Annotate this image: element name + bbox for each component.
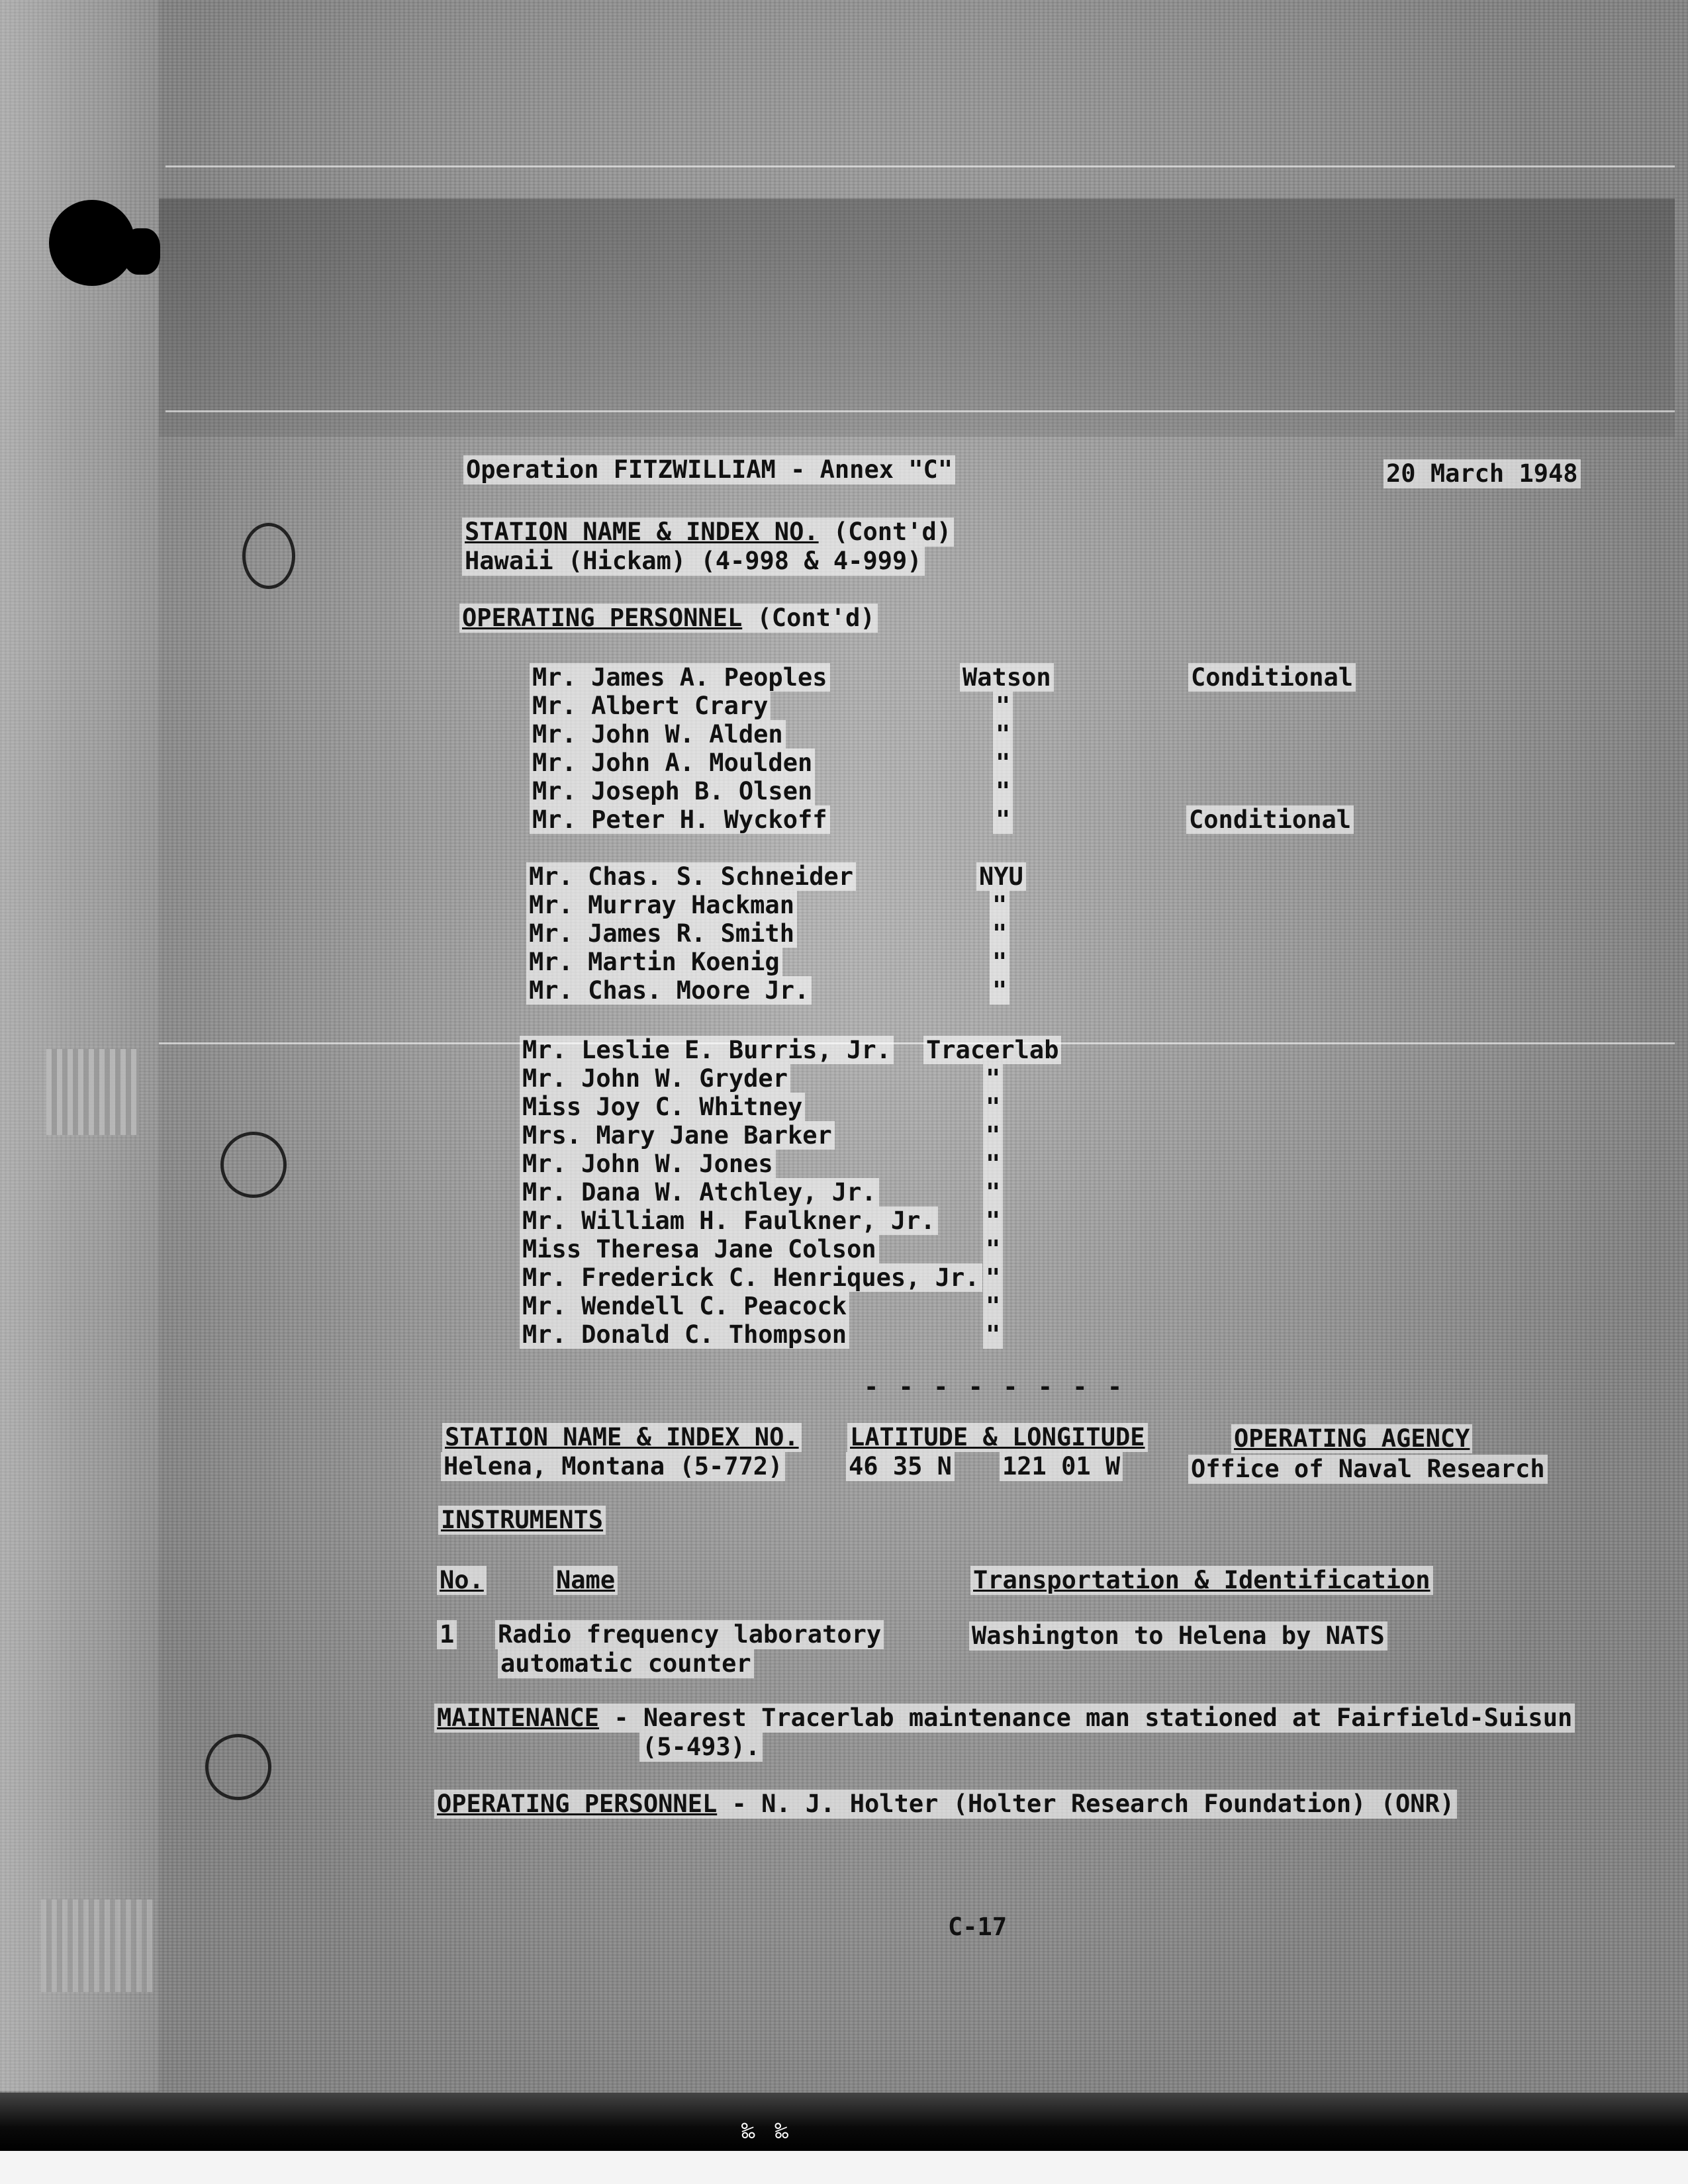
person-affiliation: " (993, 720, 1013, 749)
person-affiliation: " (983, 1292, 1003, 1320)
person-name: Mrs. Mary Jane Barker (520, 1121, 835, 1150)
person-affiliation: " (990, 891, 1009, 919)
ring-mark (220, 1132, 287, 1198)
scanner-bottom-margin (0, 2151, 1688, 2184)
person-name: Mr. James R. Smith (526, 919, 797, 948)
person-affiliation: " (983, 1235, 1003, 1263)
person-affiliation: " (983, 1093, 1003, 1121)
person-status: Conditional (1188, 663, 1356, 692)
agency-column-heading: OPERATING AGENCY (1231, 1424, 1472, 1453)
person-affiliation: " (993, 805, 1013, 834)
station-name: Hawaii (Hickam) (4-998 & 4-999) (462, 547, 925, 576)
person-affiliation: " (983, 1064, 1003, 1093)
personnel-heading-suffix: (Cont'd) (757, 604, 875, 632)
latlon-column-heading: LATITUDE & LONGITUDE (847, 1423, 1148, 1452)
operating-personnel-line (434, 1790, 1457, 1819)
person-name: Mr. Joseph B. Olsen (530, 777, 815, 805)
maintenance-text-continued: (5-493). (639, 1733, 763, 1762)
instruments-heading: INSTRUMENTS (438, 1506, 606, 1535)
page-number: C-17 (948, 1913, 1008, 1941)
person-affiliation: " (983, 1121, 1003, 1150)
maintenance-line (434, 1704, 1575, 1733)
ring-mark (242, 523, 295, 589)
punch-hole-tab (123, 228, 160, 275)
person-name: Mr. Donald C. Thompson (520, 1320, 849, 1349)
person-affiliation: " (983, 1178, 1003, 1206)
operating-personnel-text: - N. J. Holter (Holter Research Foundation) (ONR) (731, 1790, 1455, 1818)
person-name: Mr. Peter H. Wyckoff (530, 805, 830, 834)
station-column-heading: STATION NAME & INDEX NO. (442, 1423, 802, 1452)
person-affiliation: " (990, 948, 1009, 976)
instrument-name-line2: automatic counter (498, 1649, 754, 1678)
person-name: Miss Theresa Jane Colson (520, 1235, 879, 1263)
station-heading-suffix: (Cont'd) (833, 518, 952, 546)
person-name: Mr. Leslie E. Burris, Jr. (520, 1036, 894, 1064)
person-name: Mr. Martin Koenig (526, 948, 782, 976)
station2-agency: Office of Naval Research (1188, 1455, 1548, 1484)
person-affiliation: " (993, 749, 1013, 777)
person-affiliation: NYU (976, 862, 1026, 891)
instrument-name-line1: Radio frequency laboratory (495, 1620, 884, 1649)
instrument-transport: Washington to Helena by NATS (969, 1621, 1387, 1651)
person-name: Mr. Dana W. Atchley, Jr. (520, 1178, 879, 1206)
person-name: Mr. Chas. S. Schneider (526, 862, 856, 891)
person-name: Mr. Murray Hackman (526, 891, 797, 919)
person-affiliation: " (983, 1150, 1003, 1178)
person-affiliation: " (983, 1320, 1003, 1349)
personnel-heading-label: OPERATING PERSONNEL (462, 604, 743, 632)
instruments-name-column: Name (553, 1566, 618, 1595)
punch-hole (49, 200, 135, 286)
person-name: Mr. James A. Peoples (530, 663, 830, 692)
person-affiliation: " (983, 1263, 1003, 1292)
person-name: Mr. John W. Gryder (520, 1064, 790, 1093)
person-affiliation: " (993, 692, 1013, 720)
person-name: Miss Joy C. Whitney (520, 1093, 805, 1121)
section-separator: - - - - - - - - (864, 1373, 1125, 1401)
instruments-transport-column: Transportation & Identification (970, 1566, 1433, 1595)
person-affiliation: Watson (960, 663, 1054, 692)
scanner-edge-marks: ‰‰ (741, 2118, 808, 2144)
instruments-no-column: No. (437, 1566, 487, 1595)
person-name: Mr. William H. Faulkner, Jr. (520, 1206, 938, 1235)
fold-line (165, 165, 1675, 167)
person-affiliation: " (983, 1206, 1003, 1235)
operating-personnel-label: OPERATING PERSONNEL (437, 1790, 718, 1818)
person-name: Mr. Frederick C. Henriques, Jr. (520, 1263, 982, 1292)
document-date: 20 March 1948 (1383, 459, 1581, 488)
redaction-patch (41, 1899, 154, 1992)
maintenance-label: MAINTENANCE (437, 1704, 600, 1732)
person-name: Mr. John A. Moulden (530, 749, 815, 777)
fold-line (165, 410, 1675, 412)
person-name: Mr. Chas. Moore Jr. (526, 976, 812, 1005)
dark-scan-band (159, 199, 1675, 437)
person-affiliation: " (993, 777, 1013, 805)
person-affiliation: Tracerlab (923, 1036, 1061, 1064)
maintenance-text: - Nearest Tracerlab maintenance man stationed at Fairfield-Suisun (614, 1704, 1573, 1732)
station2-longitude: 121 01 W (1000, 1452, 1123, 1481)
instrument-number: 1 (437, 1620, 457, 1649)
station2-latitude: 46 35 N (846, 1452, 955, 1481)
station-heading (462, 518, 954, 547)
operation-title: Operation FITZWILLIAM - Annex "C" (463, 455, 955, 484)
station-heading-label: STATION NAME & INDEX NO. (465, 518, 819, 546)
fold-line (159, 1042, 1675, 1044)
page-margin-shading (0, 0, 159, 2091)
person-name: Mr. Albert Crary (530, 692, 771, 720)
person-name: Mr. John W. Alden (530, 720, 786, 749)
person-name: Mr. John W. Jones (520, 1150, 776, 1178)
ring-mark (205, 1734, 271, 1800)
person-affiliation: " (990, 976, 1009, 1005)
person-status: Conditional (1186, 805, 1354, 834)
person-name: Mr. Wendell C. Peacock (520, 1292, 849, 1320)
person-affiliation: " (990, 919, 1009, 948)
personnel-heading (459, 604, 878, 633)
station2-name: Helena, Montana (5-772) (441, 1452, 785, 1481)
redaction-patch (46, 1049, 139, 1135)
